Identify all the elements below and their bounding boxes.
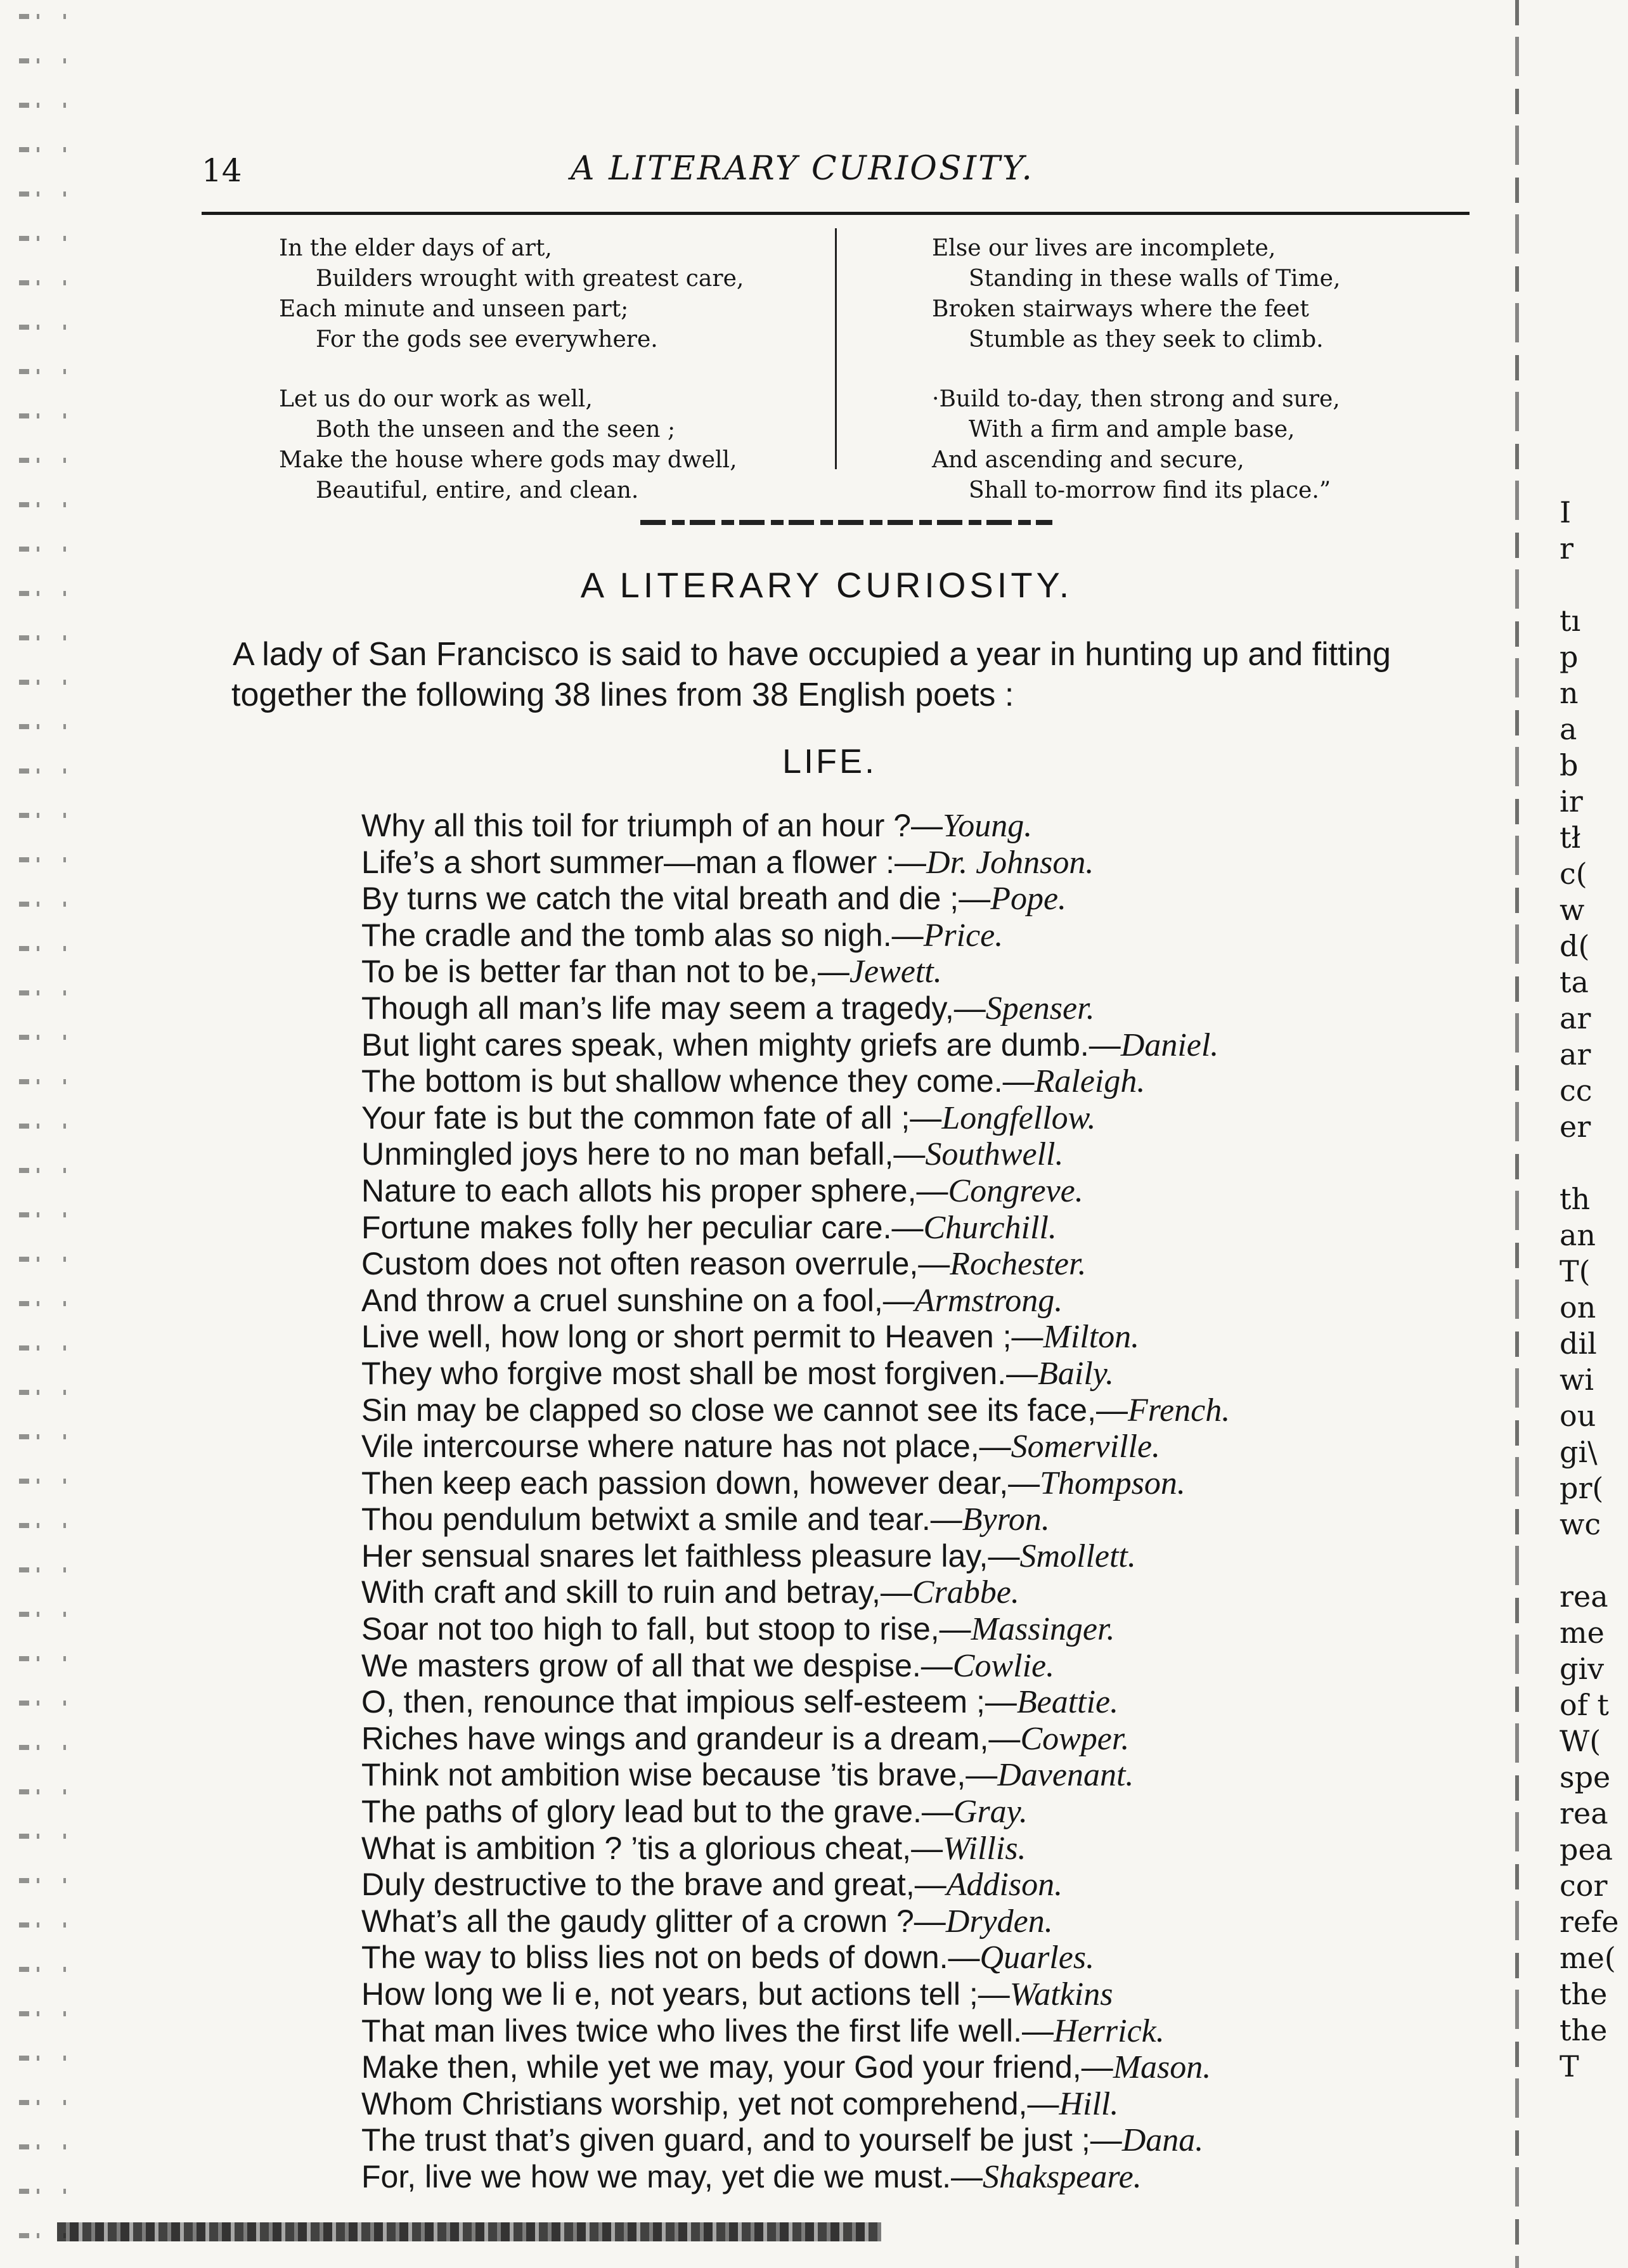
fragment-text: ou [1560, 1399, 1596, 1433]
verse-text: The cradle and the tomb alas so nigh.— [361, 917, 924, 953]
preceding-poem-left-column [279, 233, 811, 506]
verse-text: With craft and skill to ruin and betray,— [361, 1574, 912, 1610]
poem-line: Else our lives are incomplete, [932, 235, 1276, 261]
verse-line [361, 1611, 1471, 1648]
fragment-text: w [1560, 893, 1585, 927]
verse-text: The paths of glory lead but to the grave.— [361, 1794, 953, 1830]
verse-author: Addison. [946, 1867, 1063, 1903]
fragment-text: gi\ [1560, 1435, 1598, 1469]
verse-text: Fortune makes folly her peculiar care.— [361, 1209, 924, 1245]
verse-line [361, 954, 1471, 990]
fragment-text [1560, 1145, 1628, 1181]
fragment-text: spe [1560, 1760, 1611, 1794]
verse-text: Think not ambition wise because ’tis brave,— [361, 1757, 998, 1793]
verse-author: Churchill. [923, 1209, 1057, 1246]
verse-text: Soar not too high to fall, but stoop to rise,— [361, 1611, 971, 1647]
verse-text: Thou pendulum betwixt a smile and tear.— [361, 1501, 962, 1538]
fragment-text: a [1560, 712, 1577, 746]
fragment-text [1560, 567, 1628, 603]
verse-text: Unmingled joys here to no man befall,— [361, 1136, 926, 1172]
verse-text: The trust that’s given guard, and to yourself be just ;— [361, 2122, 1122, 2158]
verse-line [361, 1246, 1471, 1283]
stanza [932, 384, 1464, 506]
verse-author: Armstrong. [914, 1282, 1063, 1319]
fragment-text: pea [1560, 1832, 1613, 1867]
fragment-text: n [1560, 676, 1579, 710]
verse-line [361, 1831, 1471, 1867]
verse-text: Live well, how long or short permit to Heaven ;— [361, 1319, 1043, 1355]
poem-line: ·Build to-day, then strong and sure, [932, 386, 1340, 412]
fragment-text: c( [1560, 857, 1587, 891]
column-divider [835, 228, 837, 469]
verse-text: How long we li e, not years, but actions tell ;— [361, 1976, 1010, 2012]
verse-line [361, 1100, 1471, 1137]
fragment-text: of t [1560, 1688, 1609, 1722]
poem-line: Both the unseen and the seen ; [316, 417, 676, 443]
adjacent-page-fragments [1560, 495, 1628, 2085]
fragment-text: an [1560, 1218, 1596, 1252]
verse-line [361, 1356, 1471, 1392]
fragment-text: on [1560, 1290, 1596, 1325]
verse-author: French. [1127, 1392, 1231, 1429]
verse-text: Riches have wings and grandeur is a dream,— [361, 1720, 1021, 1756]
verse-text: Whom Christians worship, yet not comprehend,— [361, 2085, 1059, 2122]
verse-author: Longfellow. [941, 1099, 1096, 1136]
verse-text: For, live we how we may, yet die we must.— [361, 2158, 983, 2194]
verse-author: Pope. [990, 881, 1067, 917]
verse-text: Why all this toil for triumph of an hour ?— [361, 808, 943, 843]
verse-author: Daniel. [1120, 1027, 1219, 1063]
fragment-text [1560, 1543, 1628, 1579]
section-divider [640, 520, 1052, 525]
verse-author: Jewett. [849, 954, 942, 990]
poem-line: Let us do our work as well, [279, 386, 593, 412]
verse-line [361, 845, 1471, 881]
article-intro: A lady of San Francisco is said to have occupied a year in hunting up and fitting together the following 38 lines from 38 English poets : [231, 636, 1391, 713]
life-poem [361, 808, 1471, 2196]
verse-author: Quarles. [979, 1940, 1095, 1976]
fragment-text: me( [1560, 1941, 1616, 1975]
poem-line: Beautiful, entire, and clean. [316, 477, 639, 503]
poem-line: Broken stairways where the feet [932, 296, 1309, 322]
fragment-text: b [1560, 748, 1579, 782]
verse-line [361, 1283, 1471, 1319]
verse-line [361, 1867, 1471, 1903]
verse-line [361, 1173, 1471, 1210]
verse-text: Her sensual snares let faithless pleasure lay,— [361, 1538, 1020, 1574]
fragment-text: cc [1560, 1073, 1592, 1108]
verse-line [361, 1027, 1471, 1064]
fragment-text: T( [1560, 1254, 1591, 1288]
verse-line [361, 990, 1471, 1027]
verse-line [361, 917, 1471, 954]
verse-author: Gray. [953, 1794, 1028, 1831]
running-title: A LITERARY CURIOSITY. [571, 150, 1034, 188]
verse-line [361, 2086, 1471, 2123]
verse-author: Cowlie. [952, 1647, 1055, 1684]
verse-text: Duly destructive to the brave and great,— [361, 1867, 946, 1903]
verse-text: Nature to each allots his proper sphere,— [361, 1172, 948, 1209]
verse-author: Dr. Johnson. [926, 844, 1094, 881]
verse-text: Make then, while yet we may, your God your friend,— [361, 2049, 1113, 2085]
fragment-text: wc [1560, 1507, 1601, 1541]
verse-author: Dana. [1121, 2122, 1204, 2159]
poem-line: Shall to-morrow find its place.” [969, 477, 1331, 503]
verse-text: The way to bliss lies not on beds of down.— [361, 1940, 980, 1976]
poem-line: For the gods see everywhere. [316, 327, 658, 353]
verse-author: Young. [943, 808, 1033, 844]
poem-line: Stumble as they seek to climb. [969, 327, 1324, 353]
fragment-text: d( [1560, 929, 1590, 963]
poem-line: With a firm and ample base, [969, 417, 1295, 443]
verse-text: O, then, renounce that impious self-esteem ;— [361, 1684, 1017, 1720]
verse-line [361, 1538, 1471, 1575]
verse-author: Watkins [1009, 1976, 1113, 2012]
poem-line: Make the house where gods may dwell, [279, 447, 737, 473]
verse-line [361, 1757, 1471, 1794]
fragment-text: ta [1560, 965, 1589, 999]
scan-gutter-left [0, 0, 108, 2268]
verse-author: Cowper. [1020, 1720, 1130, 1757]
fragment-text: T [1560, 2049, 1579, 2083]
verse-line [361, 2049, 1471, 2086]
fragment-text: pr( [1560, 1471, 1604, 1505]
fragment-text: I [1560, 495, 1572, 529]
verse-author: Beattie. [1016, 1684, 1119, 1721]
verse-line [361, 1319, 1471, 1356]
verse-text: Vile intercourse where nature has not place,— [361, 1429, 1011, 1465]
fragment-text: wi [1560, 1363, 1594, 1397]
verse-author: Mason. [1113, 2049, 1211, 2086]
preceding-poem-right-column [932, 233, 1464, 506]
verse-author: Baily. [1038, 1355, 1114, 1392]
scan-gutter-right [1515, 0, 1519, 2268]
verse-line [361, 1465, 1471, 1502]
verse-author: Spenser. [985, 990, 1095, 1027]
verse-author: Davenant. [997, 1757, 1134, 1794]
stanza [932, 233, 1464, 355]
verse-line [361, 1940, 1471, 1976]
verse-author: Byron. [962, 1501, 1050, 1538]
verse-line [361, 1903, 1471, 1940]
fragment-text: ar [1560, 1001, 1591, 1035]
verse-author: Milton. [1043, 1319, 1140, 1356]
verse-author: Shakspeare. [982, 2158, 1142, 2195]
poem-line: And ascending and secure, [932, 447, 1244, 473]
verse-text: We masters grow of all that we despise.— [361, 1647, 953, 1683]
fragment-text: th [1560, 1182, 1591, 1216]
verse-text: What is ambition ? ’tis a glorious cheat,— [361, 1830, 943, 1866]
verse-author: Hill. [1059, 2085, 1119, 2122]
fragment-text: ir [1560, 784, 1583, 819]
fragment-text: me [1560, 1616, 1605, 1650]
fragment-text: rea [1560, 1796, 1608, 1831]
verse-line [361, 808, 1471, 845]
fragment-text: the [1560, 1977, 1608, 2011]
fragment-text: W( [1560, 1724, 1601, 1758]
page-number: 14 [202, 152, 242, 189]
verse-text: Though all man’s life may seem a tragedy,— [361, 990, 986, 1026]
verse-line [361, 1210, 1471, 1247]
fragment-text: giv [1560, 1652, 1605, 1686]
verse-line [361, 1648, 1471, 1685]
verse-text: Your fate is but the common fate of all ;— [361, 1099, 942, 1136]
verse-line [361, 1794, 1471, 1831]
verse-text: Sin may be clapped so close we cannot see its face,— [361, 1392, 1128, 1428]
verse-line [361, 2159, 1471, 2196]
stanza [279, 384, 811, 506]
verse-text: They who forgive most shall be most forgiven.— [361, 1355, 1038, 1391]
verse-text: Custom does not often reason overrule,— [361, 1246, 950, 1282]
fragment-text: ar [1560, 1037, 1591, 1072]
verse-text: What’s all the gaudy glitter of a crown ?— [361, 1903, 946, 1939]
fragment-text: cor [1560, 1869, 1608, 1903]
verse-author: Rochester. [950, 1246, 1087, 1283]
header-rule [202, 212, 1470, 215]
verse-line [361, 1574, 1471, 1611]
poem-line: Each minute and unseen part; [279, 296, 629, 322]
scan-edge-bottom [57, 2222, 881, 2241]
poem-line: In the elder days of art, [279, 235, 552, 261]
verse-line [361, 1501, 1471, 1538]
fragment-text: r [1560, 531, 1573, 566]
verse-author: Willis. [943, 1830, 1026, 1867]
fragment-text: tı [1560, 604, 1581, 638]
verse-author: Congreve. [948, 1172, 1083, 1209]
verse-line [361, 881, 1471, 917]
fragment-text: refe [1560, 1905, 1619, 1939]
poem-line: Builders wrought with greatest care, [316, 266, 744, 292]
poem-line: Standing in these walls of Time, [969, 266, 1341, 292]
verse-author: Price. [923, 917, 1004, 954]
fragment-text: the [1560, 2013, 1608, 2047]
verse-author: Thompson. [1040, 1465, 1185, 1501]
verse-author: Smollett. [1019, 1538, 1136, 1574]
verse-author: Raleigh. [1034, 1063, 1146, 1100]
verse-line [361, 1684, 1471, 1721]
verse-author: Dryden. [945, 1903, 1053, 1940]
verse-line [361, 1136, 1471, 1173]
verse-author: Southwell. [925, 1136, 1064, 1173]
fragment-text: dil [1560, 1326, 1597, 1361]
verse-text: By turns we catch the vital breath and die ;— [361, 881, 991, 917]
fragment-text: tł [1560, 820, 1581, 855]
fragment-text: p [1560, 640, 1579, 674]
verse-author: Crabbe. [912, 1574, 1019, 1611]
verse-text: Then keep each passion down, however dear,— [361, 1465, 1040, 1501]
verse-text: Life’s a short summer—man a flower :— [361, 844, 927, 880]
verse-text: The bottom is but shallow whence they come.— [361, 1063, 1035, 1099]
poem-title: LIFE. [782, 742, 877, 781]
verse-line [361, 1976, 1471, 2013]
fragment-text: rea [1560, 1579, 1608, 1614]
verse-text: But light cares speak, when mighty griefs are dumb.— [361, 1027, 1121, 1063]
verse-line [361, 1392, 1471, 1429]
verse-text: That man lives twice who lives the first life well.— [361, 2012, 1054, 2049]
verse-author: Herrick. [1054, 2012, 1165, 2049]
article-title: A LITERARY CURIOSITY. [580, 565, 1073, 605]
fragment-text: er [1560, 1110, 1591, 1144]
verse-line [361, 2013, 1471, 2050]
verse-line [361, 2122, 1471, 2159]
verse-text: And throw a cruel sunshine on a fool,— [361, 1282, 915, 1318]
verse-line [361, 1721, 1471, 1758]
verse-author: Massinger. [971, 1611, 1115, 1648]
stanza [279, 233, 811, 355]
verse-line [361, 1063, 1471, 1100]
verse-author: Somerville. [1011, 1429, 1161, 1465]
verse-line [361, 1429, 1471, 1465]
verse-text: To be is better far than not to be,— [361, 954, 850, 990]
